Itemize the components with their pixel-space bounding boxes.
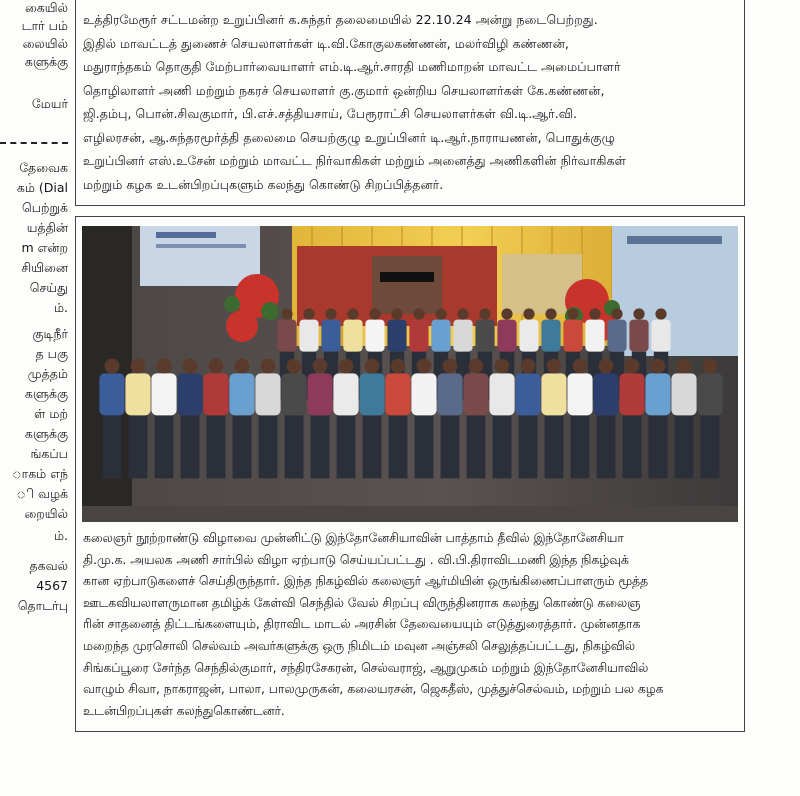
left-column-line: மேயர் [31,96,68,111]
caption-line: ஊடகவியலாளருமான தமிழ்க் கேள்வி செந்தில் வேல் சிறப்பு விருந்தினராக கலந்து கொண்டு கலைஞ [83,595,641,610]
left-column-line: ம். [53,528,68,543]
left-column-line: லையில் [22,36,68,51]
left-column-line: தகவல் [29,558,68,573]
column-divider-dashed [0,142,68,144]
left-column-line: ங்கப்ப [30,446,68,461]
article-box [75,0,745,206]
left-column-fragment [0,0,70,796]
left-column-line: த பகு [35,346,68,361]
left-column-line: றையில் [24,506,68,521]
left-column-line: கையில் [24,0,68,15]
left-column-line: m என்ற [21,240,68,255]
left-column-line: பெற்றுக் [22,200,68,215]
left-column-line: களுக்கு [24,386,68,401]
caption-line: வாழும் சிவா, நாகராஜன், பாலா, பாலமுருகன், கலையரசன், ஜெகதீஸ், முத்துச்செல்வம், மற்றும் பல கழக [83,682,664,697]
article-line: இதில் மாவட்டத் துணைச் செயலாளர்கள் டி.வி.கோகுலகண்ணன், மலர்விழி கண்ணன், [83,35,569,51]
left-column-line: தொடர்பு [17,598,68,613]
left-column-line: களுக்கு [24,54,68,69]
article-line: எழிலரசன், ஆ.சுந்தரமூர்த்தி தலைமை செயற்குழு உறுப்பினர் டி.ஆர்.நாராயணன், பொதுக்குழு [83,129,615,145]
event-group-photo [82,226,738,522]
left-column-line: குடிநீர் [32,326,68,341]
left-column-line: ள் மற் [34,406,68,421]
left-column-line: ி வழக் [16,486,68,501]
left-column-line: முத்தம் [27,366,68,381]
left-column-line: ம். [53,300,68,315]
article-line: மற்றும் கழக உடன்பிறப்புகளும் கலந்து கொண்டு சிறப்பித்தனர். [83,176,444,192]
caption-line: சிங்கப்பூரை சேர்ந்த செந்தில்குமார், சந்திரசேகரன், செல்வராஜ், ஆறுமுகம் மற்றும் இந்தோனேசியாவில் [83,660,649,675]
caption-line: ரின் சாதனைத் திட்டங்களையும், திராவிட மாடல் அரசின் தேவையையும் எடுத்துரைத்தார். முன்னதாக [83,617,641,632]
left-column-line: யத்தின் [26,220,68,235]
caption-line: உடன்பிறப்புகள் கலந்துகொண்டனர். [83,703,285,718]
left-column-line: தேவைக [19,160,68,175]
left-column-line: களுக்கு [24,426,68,441]
left-column-line: டார் பம் [21,18,68,33]
article-line: உத்திரமேரூர் சட்டமன்ற உறுப்பினர் க.சுந்தர் தலைமையில் 22.10.24 அன்று நடைபெற்றது. [83,12,598,27]
article-line: ஜி.தம்பு, பொன்.சிவகுமார், பி.எச்.சத்தியசாய், பேரூராட்சி செயலாளர்கள் வி.டி.ஆர்.வி. [83,106,578,121]
caption-line: தி.மு.க. அயலக அணி சார்பில் விழா ஏற்பாடு செய்யப்பட்டது . வி.பி.திராவிடமணி இந்த நிகழ்வுக் [83,552,629,567]
left-column-line: கம் (Dial [16,180,68,195]
article-line: உறுப்பினர் எஸ்.உசேன் மற்றும் மாவட்ட நிர்வாகிகள் மற்றும் அனைத்து அணிகளின் நிர்வாகிகள் [83,153,627,168]
left-column-line: சியினை [21,260,68,275]
caption-line: கலைஞர் நூற்றாண்டு விழாவை முன்னிட்டு இந்தோனேசியாவின் பாத்தாம் தீவில் இந்தோனேசியா [83,531,624,545]
caption-line: கான ஏற்பாடுகளைச் செய்திருந்தார். இந்த நிகழ்வில் கலைஞர் ஆர்மியின் ஒருங்கிணைப்பாளரும் மூத்த [83,574,648,589]
left-column-line: 4567 [36,578,68,593]
caption-line: மறைந்த முரசொலி செல்வம் அவர்களுக்கு ஒரு நிமிடம் மவுன அஞ்சலி செலுத்தப்பட்டது, நிகழ்வில் [83,639,636,653]
photo-caption-box [75,216,745,732]
left-column-line: செய்து [29,280,68,295]
article-line: தொழிலாளர் அணி மற்றும் நகரச் செயலாளர் கு.குமார் ஒன்றிய செயலாளர்கள் கே.கண்ணன், [83,82,605,98]
left-column-line: ாகம் எந் [12,466,68,481]
article-line: மதுராந்தகம் தொகுதி மேற்பார்வையாளர் எம்.டி.ஆர்.சாரதி மணிமாறன் மாவட்ட அமைப்பாளர் [83,59,621,74]
